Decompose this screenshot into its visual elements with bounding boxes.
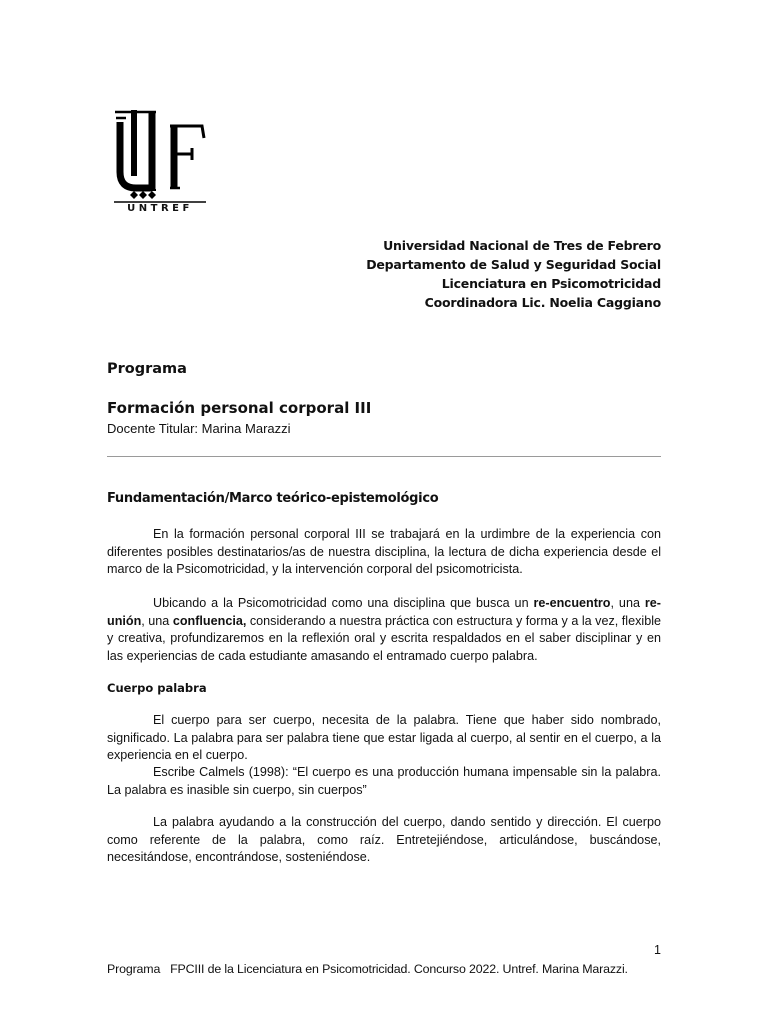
page-number: 1 bbox=[654, 943, 661, 957]
paragraph-construction bbox=[107, 814, 661, 867]
paragraph-text: , una bbox=[610, 596, 645, 610]
institution-header bbox=[366, 236, 661, 312]
bold-term: confluencia, bbox=[172, 613, 247, 628]
logo-caption: UNTREF bbox=[127, 203, 193, 214]
paragraph-intro-text: En la formación personal corporal III se trabajará en la urdimbre de la experiencia con diferentes posibles destinatarios/as de nuestra disciplina, la lectura de dicha experiencia desde el marco de la Psicomotricidad, y la intervención corporal del psicomotricista. bbox=[107, 527, 661, 577]
footer-text bbox=[107, 962, 628, 976]
institution-line-coordinator: Coordinadora Lic. Noelia Caggiano bbox=[424, 295, 661, 310]
course-title: Formación personal corporal III bbox=[107, 399, 372, 417]
paragraph-quote bbox=[107, 764, 661, 799]
document-heading: Programa bbox=[107, 361, 187, 377]
footer-text-content: Programa FPCIII de la Licenciatura en Psicomotricidad. Concurso 2022. Untref. Marina Marazzi. bbox=[107, 962, 628, 976]
institution-line-department: Departamento de Salud y Seguridad Social bbox=[366, 257, 661, 272]
paragraph-intro bbox=[107, 526, 661, 579]
paragraph-text: considerando a nuestra práctica con estructura y forma y a la vez, flexible y creativa, profundizaremos en la reflexión oral y escrita respaldados en el saber disciplinar y en las experiencias de cada estudiante amasando el entramado cuerpo palabra. bbox=[107, 613, 661, 664]
paragraph-body-word bbox=[107, 712, 661, 765]
paragraph-text: Ubicando a la Psicomotricidad como una disciplina que busca un bbox=[153, 596, 534, 610]
section-title: Fundamentación/Marco teórico-epistemológico bbox=[107, 491, 439, 506]
institution-line-degree: Licenciatura en Psicomotricidad bbox=[441, 276, 661, 291]
paragraph-quote-text: Escribe Calmels (1998): “El cuerpo es una producción humana impensable sin la palabra. La palabra es inasible sin cuerpo, sin cuerpos” bbox=[107, 765, 661, 797]
untref-logo-icon bbox=[112, 110, 208, 218]
bold-term: re-unión bbox=[107, 596, 661, 628]
institution-line-university: Universidad Nacional de Tres de Febrero bbox=[383, 238, 661, 253]
bold-term: re-encuentro bbox=[533, 596, 611, 610]
paragraph-construction-text: La palabra ayudando a la construcción del cuerpo, dando sentido y dirección. El cuerpo como referente de la palabra, como raíz. Entretejiéndose, articulándose, buscándose, necesitándose, encontrándose, sosteniéndose. bbox=[107, 815, 661, 865]
paragraph-body-word-text: El cuerpo para ser cuerpo, necesita de la palabra. Tiene que haber sido nombrado, significado. La palabra para ser palabra tiene que estar ligada al cuerpo, al sentir en el cuerpo, a la experiencia en el cuerpo. bbox=[107, 713, 661, 763]
paragraph-discipline bbox=[107, 595, 661, 666]
teacher-name: Docente Titular: Marina Marazzi bbox=[107, 421, 291, 436]
subsection-title: Cuerpo palabra bbox=[107, 681, 207, 695]
horizontal-divider bbox=[107, 456, 661, 457]
paragraph-text: , una bbox=[141, 613, 173, 628]
